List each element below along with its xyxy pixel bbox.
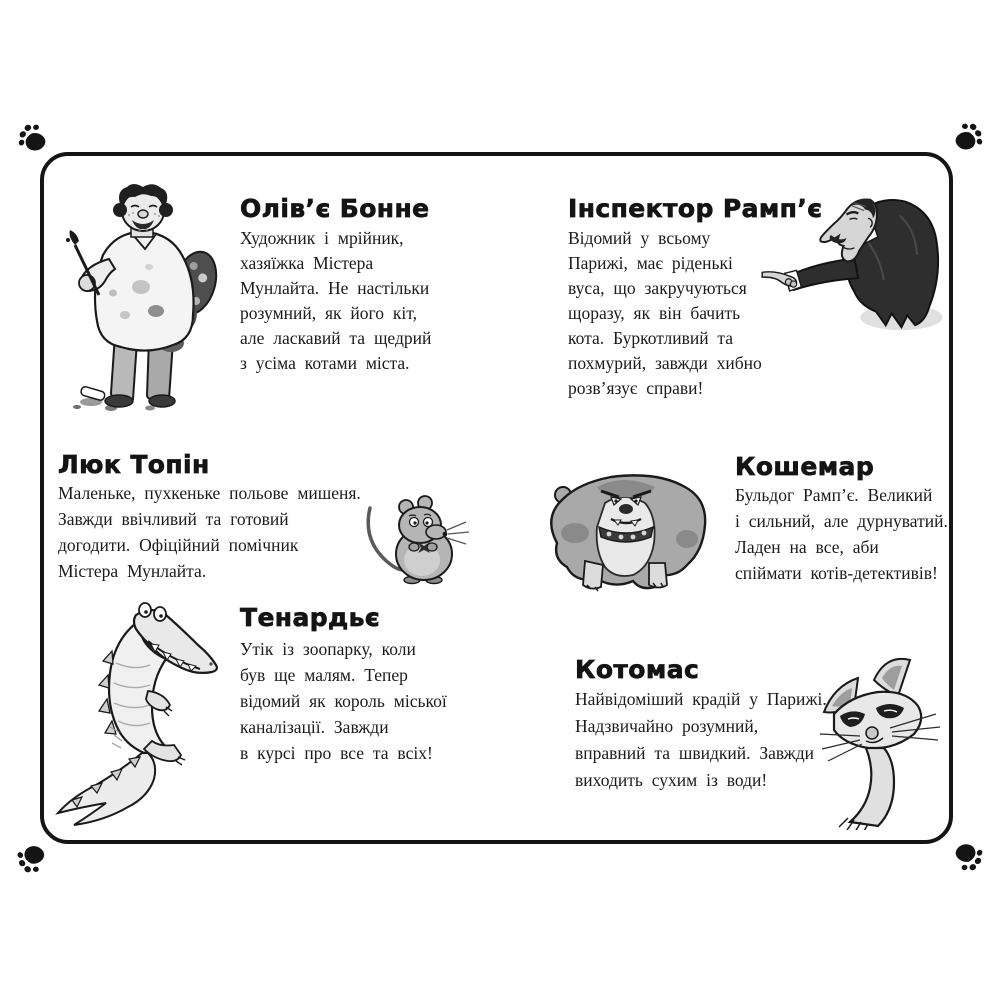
luke-illustration bbox=[362, 492, 474, 592]
description-line: щоразу, як він бачить bbox=[568, 303, 741, 323]
paw-print-icon bbox=[10, 119, 51, 160]
description-line: вправний та швидкий. Завжди bbox=[575, 743, 815, 763]
description-line: Мунлайта. Не настільки bbox=[240, 278, 430, 298]
description-line: Художник і мрійник, bbox=[240, 228, 404, 248]
character-name-koshemar: Кошемар bbox=[735, 452, 875, 481]
description-line: Містера Мунлайта. bbox=[58, 561, 207, 581]
description-line: похмурий, завжди хибно bbox=[568, 353, 762, 373]
description-line: кота. Буркотливий та bbox=[568, 328, 734, 348]
description-line: Відомий у всьому bbox=[568, 228, 711, 248]
character-description-koshemar bbox=[735, 482, 948, 586]
description-line: Ладен на все, аби bbox=[735, 537, 879, 557]
olivier-illustration bbox=[52, 183, 224, 413]
character-description-kotomas bbox=[575, 686, 827, 794]
description-line: Парижі, має ріденькі bbox=[568, 253, 733, 273]
description-line: розв’язує справи! bbox=[568, 378, 704, 398]
description-line: догодити. Офіційний помічник bbox=[58, 535, 299, 555]
description-line: в курсі про все та всіх! bbox=[240, 743, 433, 763]
description-line: хазяїжка Містера bbox=[240, 253, 374, 273]
description-line: Завжди ввічливий та готовий bbox=[58, 509, 289, 529]
description-line: відомий як король міської bbox=[240, 691, 447, 711]
description-line: розумний, як його кіт, bbox=[240, 303, 417, 323]
description-line: і сильний, але дурнуватий. bbox=[735, 511, 948, 531]
description-line: виходить сухим із води! bbox=[575, 770, 768, 790]
character-name-tenardier: Тенардьє bbox=[240, 603, 381, 632]
description-line: був ще малям. Тепер bbox=[240, 665, 408, 685]
description-line: Надзвичайно розумний, bbox=[575, 716, 759, 736]
character-description-rampier bbox=[568, 226, 762, 401]
paw-print-icon bbox=[951, 118, 992, 159]
character-description-olivier bbox=[240, 226, 431, 376]
character-name-olivier: Олів’є Бонне bbox=[240, 194, 430, 223]
description-line: але ласкавий та щедрий bbox=[240, 328, 432, 348]
description-line: вуса, що закручуються bbox=[568, 278, 747, 298]
paw-print-icon bbox=[951, 836, 991, 876]
tenardier-illustration bbox=[48, 594, 226, 831]
character-description-tenardier bbox=[240, 636, 447, 766]
paw-print-icon bbox=[9, 838, 49, 878]
character-description-luke bbox=[58, 480, 361, 584]
description-line: Утік із зоопарку, коли bbox=[240, 639, 416, 659]
description-line: Бульдог Рамп’є. Великий bbox=[735, 485, 933, 505]
description-line: каналізації. Завжди bbox=[240, 717, 389, 737]
description-line: з усіма котами міста. bbox=[240, 353, 410, 373]
description-line: Маленьке, пухкеньке польове мишеня. bbox=[58, 483, 361, 503]
character-name-rampier: Інспектор Рамп’є bbox=[568, 194, 823, 223]
kotomas-illustration bbox=[818, 650, 946, 830]
rampier-illustration bbox=[750, 186, 946, 338]
description-line: Найвідоміший крадій у Парижі. bbox=[575, 689, 827, 709]
character-name-luke: Люк Топін bbox=[58, 450, 210, 479]
description-line: спіймати котів-детективів! bbox=[735, 563, 938, 583]
koshemar-illustration bbox=[527, 447, 719, 597]
character-name-kotomas: Котомас bbox=[575, 655, 700, 684]
